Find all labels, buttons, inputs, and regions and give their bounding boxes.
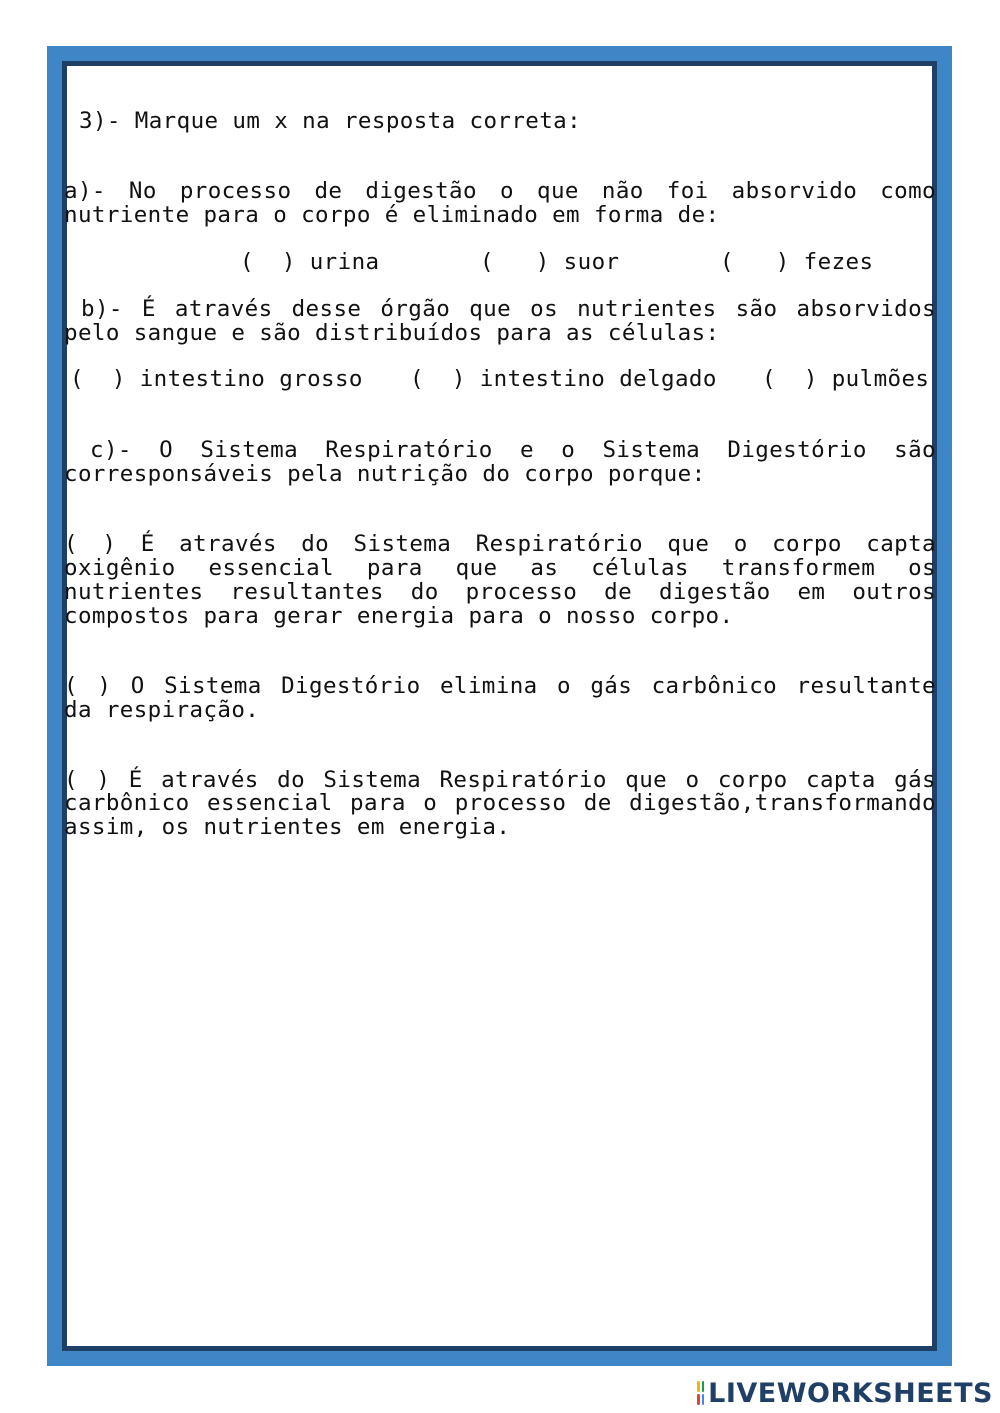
liveworksheets-logo (697, 1376, 993, 1410)
option-c3-line-1[interactable]: ( ) É através do Sistema Respiratório que o corpo capta gás (64, 767, 936, 793)
option-c2-line-2: da respiração. (64, 697, 260, 723)
option-a-fezes[interactable]: ( ) fezes (720, 249, 874, 275)
option-c3-line-3: assim, os nutrientes em energia. (64, 814, 511, 840)
option-c1-line-1[interactable]: ( ) É através do Sistema Respiratório que o corpo capta (64, 531, 936, 557)
question-b-line-2: pelo sangue e são distribuídos para as células: (64, 320, 720, 346)
option-b-pulmoes[interactable]: ( ) pulmões (762, 366, 930, 392)
option-c1-line-3: nutrientes resultantes do processo de digestão em outros (64, 579, 936, 605)
question-a-line-1: a)- No processo de digestão o que não foi absorvido como (64, 178, 936, 204)
logo-grid-icon (697, 1381, 704, 1405)
option-b-intestino-delgado[interactable]: ( ) intestino delgado (410, 366, 717, 392)
option-a-suor[interactable]: ( ) suor (480, 249, 620, 275)
option-c1-line-2: oxigênio essencial para que as células transformem os (64, 555, 936, 581)
question-a-line-2: nutriente para o corpo é eliminado em forma de: (64, 202, 720, 228)
option-c1-line-4: compostos para gerar energia para o nosso corpo. (64, 603, 734, 629)
exercise-title: 3)- Marque um x na resposta correta: (79, 108, 582, 134)
option-c3-line-2: carbônico essencial para o processo de digestão,transformando (64, 790, 936, 816)
question-c-line-2: corresponsáveis pela nutrição do corpo porque: (64, 461, 706, 487)
option-b-intestino-grosso[interactable]: ( ) intestino grosso (70, 366, 363, 392)
option-c2-line-1[interactable]: ( ) O Sistema Digestório elimina o gás carbônico resultante (64, 673, 936, 699)
question-b-line-1: b)- É através desse órgão que os nutrientes são absorvidos (81, 296, 936, 322)
option-a-urina[interactable]: ( ) urina (240, 249, 380, 275)
brand-name: LIVEWORKSHEETS (708, 1377, 993, 1409)
question-c-line-1: c)- O Sistema Respiratório e o Sistema Digestório são (90, 437, 936, 463)
